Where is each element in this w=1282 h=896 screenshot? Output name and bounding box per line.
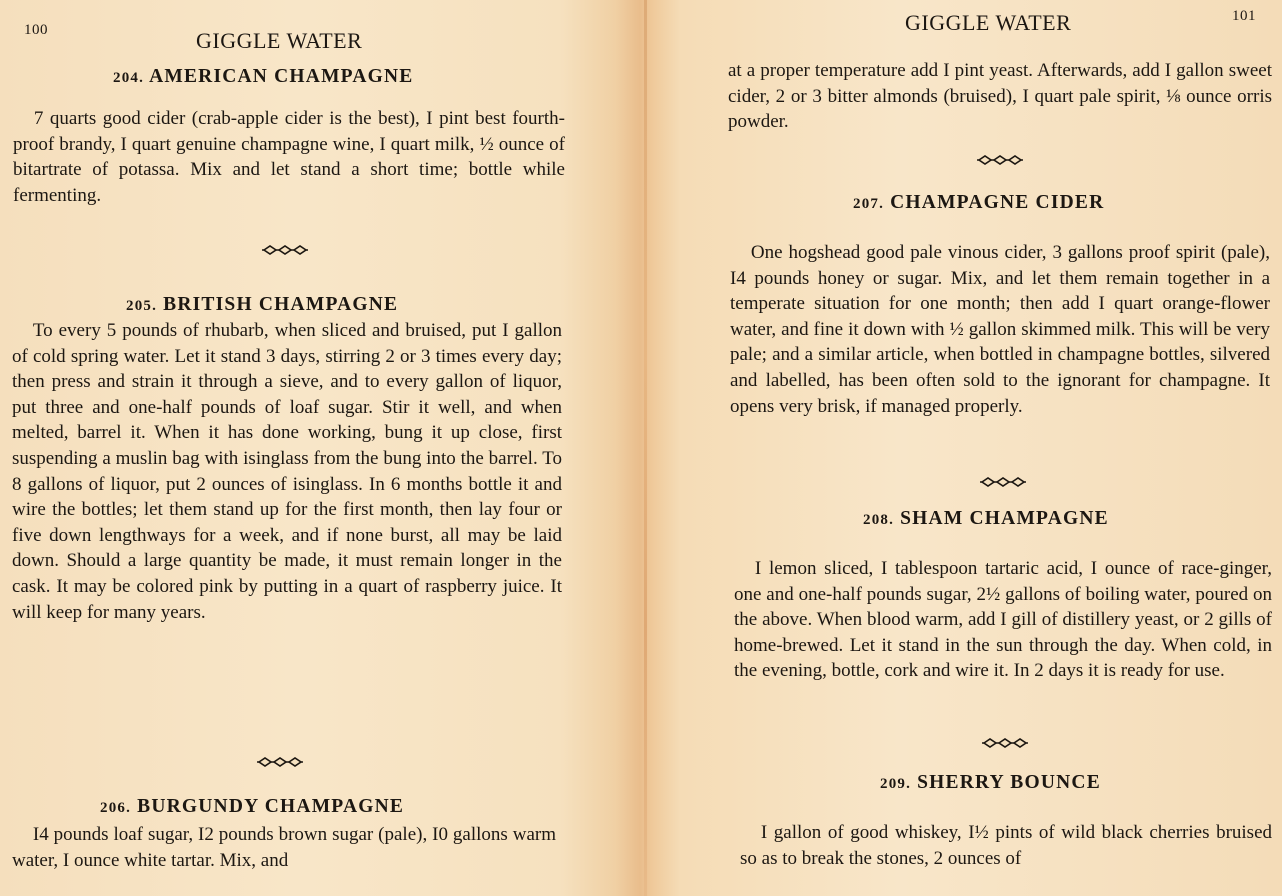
recipe-title-208 — [863, 508, 1109, 530]
diamond-chain-ornament-icon — [255, 756, 305, 768]
running-head: GIGGLE WATER — [196, 28, 363, 53]
recipe-text: To every 5 pounds of rhubarb, when sliced and bruised, put I gallon of cold spring water. Let it stand 3 days, stirring 2 or 3 times every day; then press and strain it through a sieve, and to every gallon of liquor, put three and one-half pounds of loaf sugar. Stir it well, and when melted, barrel it. When it has done working, bung it up close, first suspending a muslin bag with isinglass from the bung into the barrel. To 8 gallons of liquor, put 2 ounces of isinglass. In 6 months bottle it and wire the bottles; let them stand up for the first month, then lay four or five down lengthways for a week, and if none burst, all may be laid down. Should a large quantity be made, it must remain longer in the cask. It may be colored pink by putting in a quart of raspberry juice. It will keep for many years. — [12, 320, 562, 623]
page-number: 100 — [24, 22, 48, 38]
page-number: 101 — [1232, 8, 1256, 24]
recipe-name: CHAMPAGNE CIDER — [890, 192, 1105, 213]
diamond-chain-ornament-icon — [980, 737, 1030, 749]
recipe-text: at a proper temperature add I pint yeast. Afterwards, add I gallon sweet cider, 2 or 3 bitter almonds (bruised), I quart pale spirit, ⅛ ounce orris powder. — [728, 60, 1272, 133]
recipe-title-204 — [113, 66, 414, 88]
recipe-number: 207. — [853, 196, 885, 212]
recipe-text: I4 pounds loaf sugar, I2 pounds brown sugar (pale), I0 gallons warm water, I ounce white tartar. Mix, and — [12, 824, 556, 871]
right-page — [660, 0, 1282, 896]
recipe-number: 206. — [100, 800, 132, 816]
recipe-text: I lemon sliced, I tablespoon tartaric acid, I ounce of race-ginger, one and one-half pounds sugar, 2½ gallons of boiling water, poured on the above. When blood warm, add I gill of distillery yeast, or 2 gills of home-brewed. Let it stand in the sun through the day. When cold, in the evening, bottle, cork and wire it. In 2 days it is ready for use. — [734, 558, 1272, 682]
diamond-chain-ornament-icon — [260, 244, 310, 256]
recipe-title-206 — [100, 796, 404, 818]
recipe-body-209 — [740, 820, 1272, 871]
recipe-number: 209. — [880, 776, 912, 792]
recipe-text: One hogshead good pale vinous cider, 3 gallons proof spirit (pale), I4 pounds honey or sugar. Mix, and let them remain together in a temperate situation for one month; then add I quart orange-flower water, and fine it down with ½ gallon skimmed milk. This will be very pale; and a similar article, when bottled in champagne bottles, silvered and labelled, has been often sold to the ignorant for champagne. It opens very brisk, if managed properly. — [730, 242, 1270, 417]
recipe-number: 205. — [126, 298, 158, 314]
recipe-number: 208. — [863, 512, 895, 528]
recipe-number: 204. — [113, 70, 145, 86]
diamond-chain-ornament-icon — [975, 154, 1025, 166]
recipe-body-208 — [734, 556, 1272, 684]
recipe-title-205 — [126, 294, 398, 316]
recipe-name: BURGUNDY CHAMPAGNE — [137, 796, 405, 817]
recipe-body-204 — [13, 106, 565, 208]
recipe-title-209 — [880, 772, 1101, 794]
recipe-title-207 — [853, 192, 1104, 214]
recipe-body-205 — [12, 318, 562, 625]
left-page — [0, 0, 620, 896]
recipe-name: BRITISH CHAMPAGNE — [163, 294, 399, 315]
recipe-text: I gallon of good whiskey, I½ pints of wild black cherries bruised so as to break the stones, 2 ounces of — [740, 822, 1272, 869]
continued-recipe-text — [728, 58, 1272, 135]
recipe-body-206 — [12, 822, 556, 873]
book-gutter — [644, 0, 647, 896]
running-head: GIGGLE WATER — [905, 10, 1072, 35]
recipe-body-207 — [730, 240, 1270, 419]
diamond-chain-ornament-icon — [978, 476, 1028, 488]
recipe-name: AMERICAN CHAMPAGNE — [149, 66, 414, 87]
recipe-name: SHAM CHAMPAGNE — [900, 508, 1109, 529]
recipe-name: SHERRY BOUNCE — [917, 772, 1101, 793]
recipe-text: 7 quarts good cider (crab-apple cider is the best), I pint best fourth-proof brandy, I quart genuine champagne wine, I quart milk, ½ ounce of bitartrate of potassa. Mix and let stand a short time; bottle while fermenting. — [13, 108, 565, 206]
